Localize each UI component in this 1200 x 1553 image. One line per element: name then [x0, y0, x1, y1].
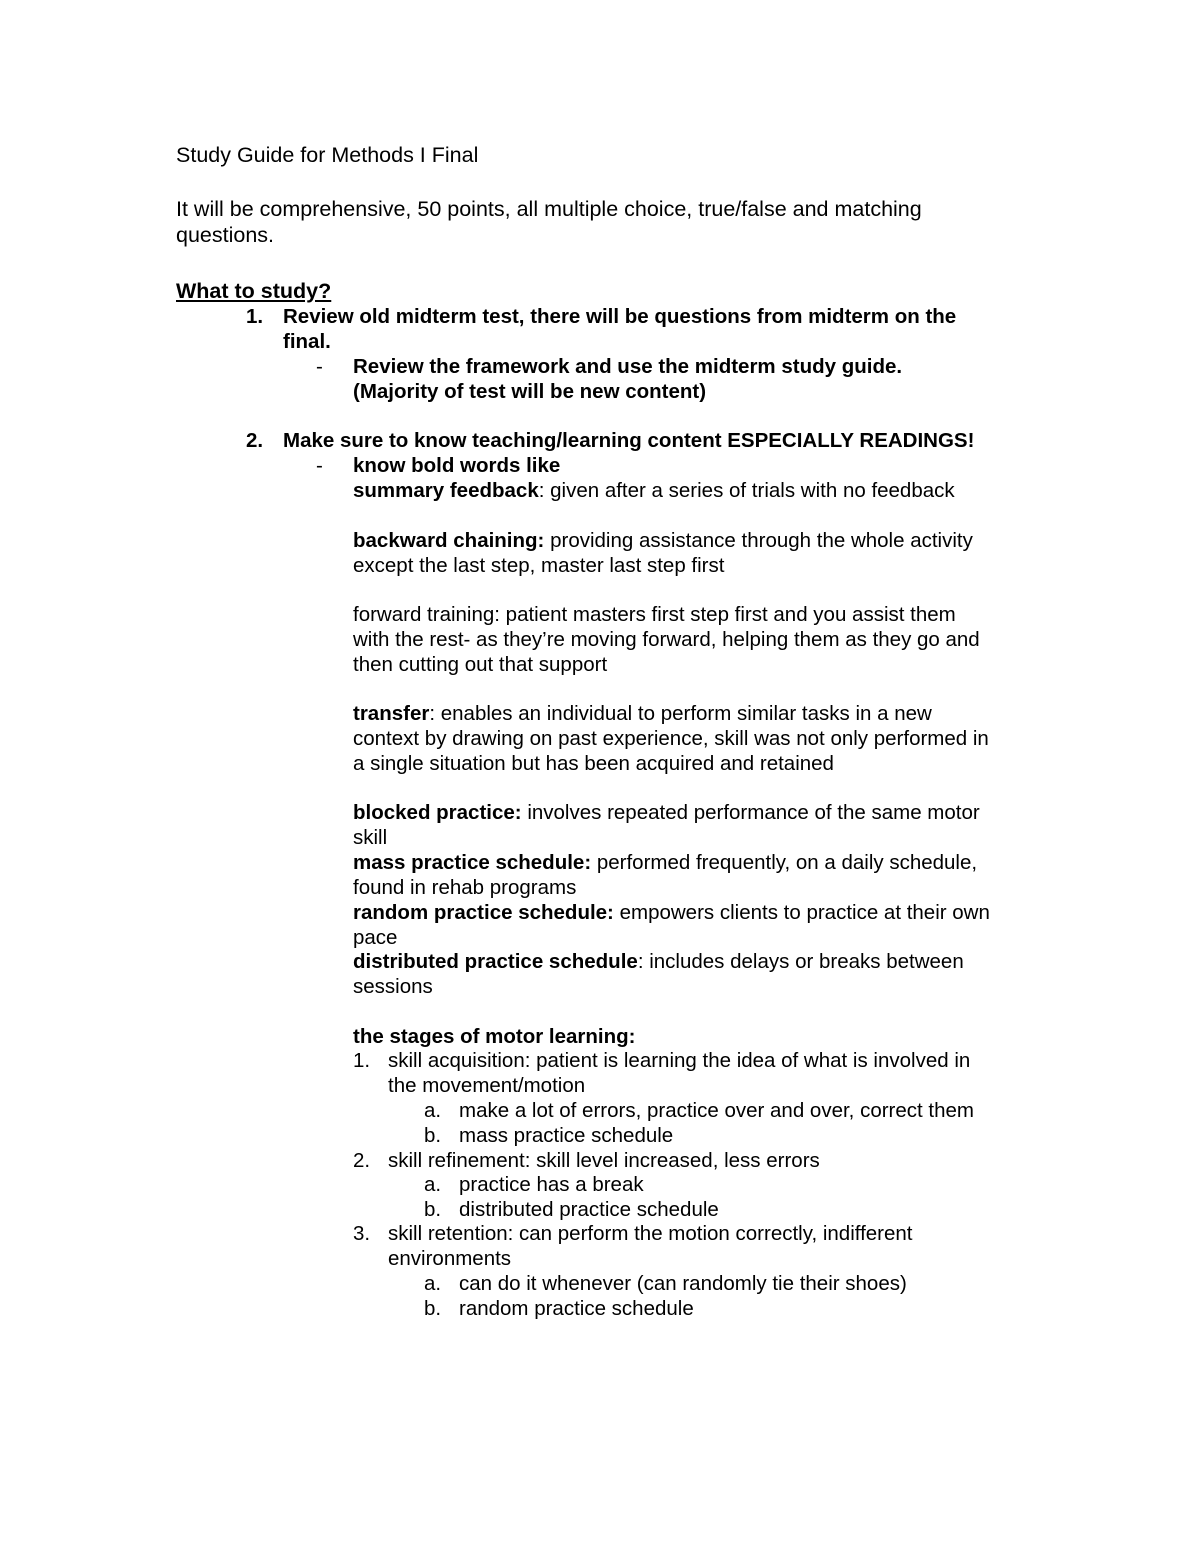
term-definition: involves repeated performance of the same motor — [521, 801, 980, 824]
item-1-line-2: final. — [283, 330, 331, 353]
stage-1-line-1: skill acquisition: patient is learning the idea of what is involved in — [388, 1049, 971, 1072]
term-label: blocked practice: — [353, 801, 522, 824]
section-heading: What to study? — [176, 279, 332, 303]
term-blocked-practice — [353, 800, 980, 825]
term-label: summary feedback — [353, 479, 539, 502]
stage-2-line-1: skill refinement: skill level increased, less errors — [388, 1149, 820, 1172]
item-1-sub-2: (Majority of test will be new content) — [353, 380, 707, 403]
stage-2-a: practice has a break — [459, 1173, 644, 1196]
term-mass-practice — [353, 850, 977, 875]
term-label: transfer — [353, 702, 430, 725]
item-1-sub-1: Review the framework and use the midterm study guide. — [353, 355, 903, 378]
stage-2-number: 2. — [353, 1149, 371, 1172]
stage-2-a-label: a. — [424, 1173, 442, 1196]
term-definition: : enables an individual to perform similar tasks in a new — [429, 702, 932, 725]
item-1-number: 1. — [246, 305, 264, 328]
term-forward-training-line-3: then cutting out that support — [353, 653, 608, 676]
stages-heading: the stages of motor learning: — [353, 1025, 636, 1048]
term-transfer — [353, 701, 932, 726]
item-2-sub: know bold words like — [353, 454, 561, 477]
stage-1-number: 1. — [353, 1049, 371, 1072]
term-definition: : given after a series of trials with no feedback — [538, 479, 955, 502]
stage-1-line-2: the movement/motion — [388, 1074, 586, 1097]
term-forward-training-line-1: forward training: patient masters first step first and you assist them — [353, 603, 956, 626]
stage-3-line-1: skill retention: can perform the motion correctly, indifferent — [388, 1222, 913, 1245]
stage-3-a: can do it whenever (can randomly tie their shoes) — [459, 1272, 907, 1295]
item-1-dash: - — [316, 355, 323, 378]
stage-3-b-label: b. — [424, 1297, 442, 1320]
term-definition: : includes delays or breaks between — [637, 950, 964, 973]
term-definition-cont: context by drawing on past experience, skill was not only performed in — [353, 727, 989, 750]
term-definition: empowers clients to practice at their own — [613, 901, 990, 924]
stage-3-a-label: a. — [424, 1272, 442, 1295]
stage-3-line-2: environments — [388, 1247, 512, 1270]
term-definition-cont: a single situation but has been acquired and retained — [353, 752, 834, 775]
intro-line-2: questions. — [176, 223, 275, 247]
stage-3-b: random practice schedule — [459, 1297, 694, 1320]
stage-1-b-label: b. — [424, 1124, 442, 1147]
term-label: distributed practice schedule — [353, 950, 638, 973]
term-label: mass practice schedule: — [353, 851, 592, 874]
item-1-line-1: Review old midterm test, there will be questions from midterm on the — [283, 305, 957, 328]
item-2-text: Make sure to know teaching/learning content ESPECIALLY READINGS! — [283, 429, 975, 452]
term-definition-cont: except the last step, master last step first — [353, 554, 725, 577]
page-title: Study Guide for Methods I Final — [176, 143, 479, 167]
term-definition-cont: pace — [353, 926, 398, 949]
term-definition: performed frequently, on a daily schedule, — [591, 851, 978, 874]
term-label: backward chaining: — [353, 529, 545, 552]
term-backward-chaining — [353, 528, 973, 553]
term-definition-cont: skill — [353, 826, 388, 849]
stage-2-b: distributed practice schedule — [459, 1198, 719, 1221]
intro-line-1: It will be comprehensive, 50 points, all multiple choice, true/false and matching — [176, 197, 922, 221]
stage-1-a: make a lot of errors, practice over and over, correct them — [459, 1099, 974, 1122]
stage-1-a-label: a. — [424, 1099, 442, 1122]
item-2-number: 2. — [246, 429, 264, 452]
term-label: random practice schedule: — [353, 901, 614, 924]
stage-2-b-label: b. — [424, 1198, 442, 1221]
term-definition: providing assistance through the whole activity — [544, 529, 973, 552]
term-forward-training-line-2: with the rest- as they’re moving forward, helping them as they go and — [353, 628, 980, 651]
term-random-practice — [353, 900, 990, 925]
stage-1-b: mass practice schedule — [459, 1124, 674, 1147]
item-2-dash: - — [316, 454, 323, 477]
term-definition-cont: sessions — [353, 975, 433, 998]
term-distributed-practice — [353, 949, 964, 974]
term-definition-cont: found in rehab programs — [353, 876, 577, 899]
term-summary-feedback — [353, 478, 955, 503]
stage-3-number: 3. — [353, 1222, 371, 1245]
